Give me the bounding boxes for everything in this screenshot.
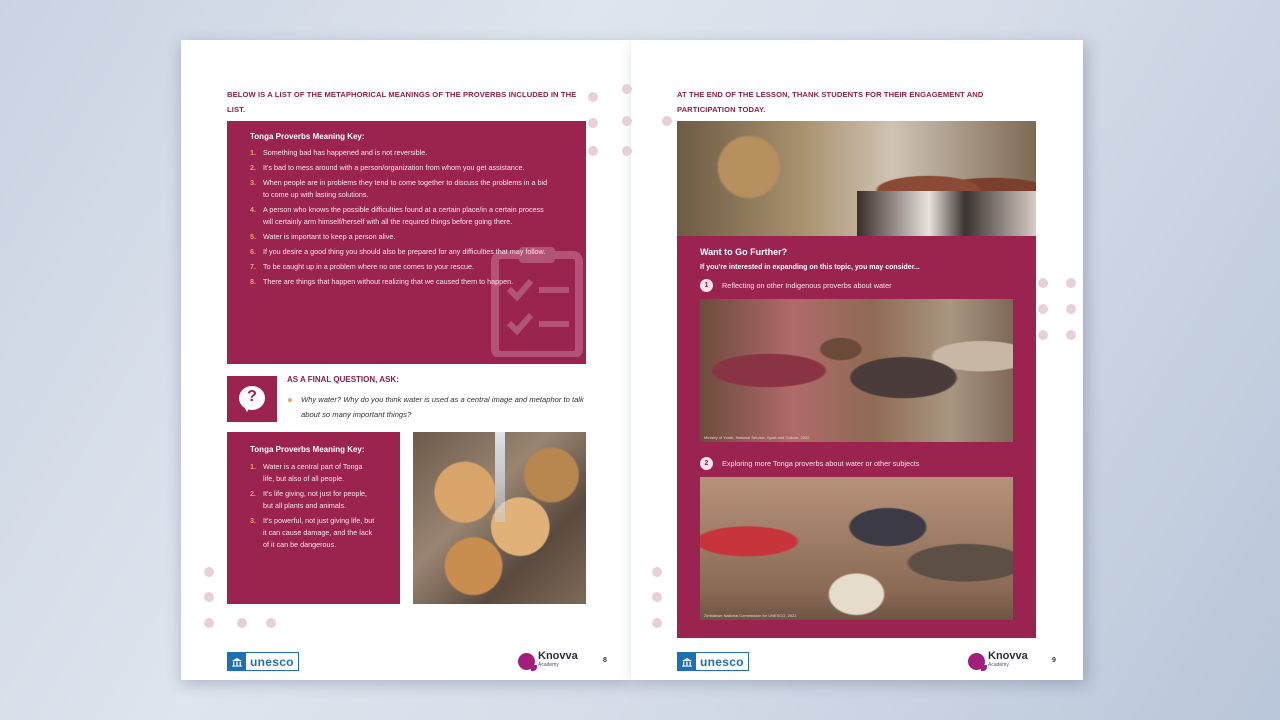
decor-dot (622, 116, 632, 126)
decor-dot (1038, 304, 1048, 314)
list-item: 6. If you desire a good thing you should also be prepared for any difficulties that may follow. (250, 247, 546, 256)
page-number-right: 9 (1052, 657, 1056, 664)
further-subtitle: If you're interested in expanding on this topic, you may consider... (700, 264, 920, 271)
list-item: 3. When people are in problems they tend to come together to discuss the problems in a bid to come up with lasting solutions. (250, 178, 548, 199)
final-question-bullet (288, 398, 292, 402)
photo-caption-2: Zimbabwe National Commission for UNESCO, 2022 (704, 613, 797, 618)
hands-water-photo (413, 432, 586, 604)
decor-dot (588, 118, 598, 128)
knovva-sub: Academy (538, 662, 559, 668)
list-item: 8. There are things that happen without realizing that we caused them to happen. (250, 277, 514, 286)
decor-dot (1066, 278, 1076, 288)
decor-dot (652, 618, 662, 628)
knovva-logo-right[interactable] (968, 652, 1028, 670)
decor-dot (622, 146, 632, 156)
step-text-2: Exploring more Tonga proverbs about water or other subjects (722, 459, 920, 468)
men-eating-photo (700, 477, 1013, 620)
step-number-2: 2 (700, 457, 713, 470)
list-item: 2. It's bad to mess around with a person/organization from whom you get assistance. (250, 163, 525, 172)
key-title-2: Tonga Proverbs Meaning Key: (250, 445, 365, 454)
knovva-sub: Academy (988, 662, 1009, 668)
proverbs-key-box-2 (227, 432, 400, 604)
key-list (250, 147, 555, 291)
decor-dot (652, 567, 662, 577)
list-item: 3. It's powerful, not just giving life, but it can cause damage, and the lack of it can be dangerous. (250, 516, 375, 549)
left-heading: BELOW IS A LIST OF THE METAPHORICAL MEANINGS OF THE PROVERBS INCLUDED IN THE LIST. (227, 90, 577, 114)
decor-dot (652, 592, 662, 602)
decor-dot (204, 592, 214, 602)
step-text-1: Reflecting on other Indigenous proverbs about water (722, 281, 892, 290)
teacher-student-photo (677, 121, 1036, 236)
list-item: 1. Something bad has happened and is not reversible. (250, 148, 428, 157)
key-list-2 (250, 461, 375, 554)
right-heading: AT THE END OF THE LESSON, THANK STUDENTS FOR THEIR ENGAGEMENT AND PARTICIPATION TODAY. (677, 90, 984, 114)
decor-dot (266, 618, 276, 628)
unesco-temple-icon (678, 653, 696, 670)
decor-dot (204, 567, 214, 577)
decor-dot (1066, 330, 1076, 340)
decor-dot (1038, 278, 1048, 288)
list-item: 5. Water is important to keep a person alive. (250, 232, 396, 241)
key-title: Tonga Proverbs Meaning Key: (250, 132, 365, 141)
decor-dot (237, 618, 247, 628)
knovva-logo[interactable] (518, 652, 578, 670)
question-bubble-tail (243, 405, 251, 412)
decor-dot (1038, 330, 1048, 340)
decor-dot (204, 618, 214, 628)
knovva-wordmark: Knovva (538, 650, 578, 662)
proverbs-key-box (227, 121, 586, 364)
page-number-left: 8 (603, 657, 607, 664)
decor-dot (588, 92, 598, 102)
water-stream (495, 432, 505, 522)
list-item: 1. Water is a central part of Tonga life, but also of all people. (250, 462, 363, 483)
right-page (631, 40, 1083, 680)
final-question-label: AS A FINAL QUESTION, ASK: (287, 375, 399, 384)
list-item: 7. To be caught up in a problem where no one comes to your rescue. (250, 262, 474, 271)
photo-caption-1: Ministry of Youth, National Service, Sport and Culture, 2022 (704, 435, 810, 440)
unesco-wordmark: unesco (250, 654, 294, 669)
further-title: Want to Go Further? (700, 247, 788, 257)
knovva-blob-icon (968, 653, 985, 670)
step-number-1: 1 (700, 279, 713, 292)
knovva-blob-icon (518, 653, 535, 670)
unesco-wordmark: unesco (700, 654, 744, 669)
unesco-logo-right[interactable] (677, 652, 749, 671)
decor-dot (622, 84, 632, 94)
question-mark: ? (247, 388, 257, 405)
want-to-go-further-box (677, 236, 1036, 638)
question-icon-box (227, 376, 277, 422)
left-page (181, 40, 631, 680)
decor-dot (662, 116, 672, 126)
knovva-wordmark: Knovva (988, 650, 1028, 662)
final-question-text: Why water? Why do you think water is used as a central image and metaphor to talk about so many important things? (301, 395, 584, 419)
unesco-logo[interactable] (227, 652, 299, 671)
list-item: 4. A person who knows the possible difficulties found at a certain place/in a certain process will certainly arm himself/herself with all the required things before going there. (250, 205, 544, 226)
unesco-temple-icon (228, 653, 246, 670)
decor-dot (588, 146, 598, 156)
photo-shirt (857, 191, 1036, 236)
elders-photo (700, 299, 1013, 442)
decor-dot (1066, 304, 1076, 314)
list-item: 2. It's life giving, not just for people, but all plants and animals. (250, 489, 368, 510)
